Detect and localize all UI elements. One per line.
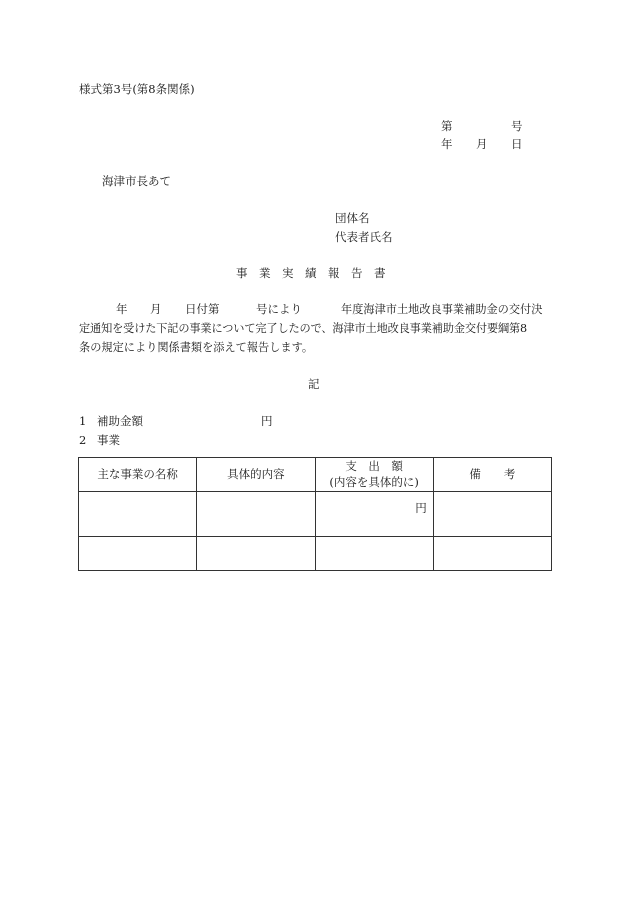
cell-name[interactable]: [79, 537, 197, 571]
date-month: 月: [476, 137, 488, 151]
table-row: [79, 537, 552, 571]
title-char: 事: [236, 266, 248, 280]
body-number: 号により: [256, 302, 302, 316]
applicant-org-label: 団体名: [335, 211, 370, 225]
header-expense: [315, 458, 433, 492]
cell-content[interactable]: [197, 537, 315, 571]
body-line3: 条の規定により関係書類を添えて報告します。: [79, 341, 314, 354]
header-content: 具体的内容: [197, 458, 315, 492]
title-char: 績: [305, 266, 317, 280]
body-day: 日付第: [185, 302, 220, 316]
addressee: 海津市長あて: [102, 174, 171, 188]
table-header-row: [79, 458, 552, 492]
date-day: 日: [511, 137, 523, 151]
title-char: 実: [282, 266, 294, 280]
item2-label: 事業: [97, 433, 120, 447]
title-char: 報: [328, 266, 340, 280]
cell-remarks[interactable]: [433, 537, 551, 571]
body-line1-rest: 年度海津市土地改良事業補助金の交付決: [341, 303, 543, 316]
ki-label: 記: [308, 377, 320, 391]
cell-name[interactable]: [79, 492, 197, 537]
body-line2: 定通知を受けた下記の事業について完了したので、海津市土地改良事業補助金交付要綱第8: [79, 322, 528, 335]
business-table: [78, 457, 552, 571]
body-month: 月: [150, 302, 162, 316]
doc-number-suffix: 号: [511, 119, 523, 133]
title-char: 業: [259, 266, 271, 280]
date-year: 年: [441, 137, 453, 151]
header-expense-line1: 支 出 額: [345, 458, 403, 473]
item1-label: 補助金額: [97, 414, 143, 428]
item1-unit: 円: [261, 414, 273, 428]
body-year: 年: [116, 302, 128, 316]
applicant-rep-label: 代表者氏名: [335, 230, 393, 244]
header-expense-line2: (内容を具体的に): [329, 474, 419, 489]
title-char: 書: [374, 266, 386, 280]
table-row: [79, 492, 552, 537]
yen-unit: 円: [415, 501, 427, 515]
title-char: 告: [351, 266, 363, 280]
header-remarks: 備 考: [433, 458, 551, 492]
cell-expense[interactable]: [315, 492, 433, 537]
item1-number: 1: [79, 414, 87, 428]
cell-content[interactable]: [197, 492, 315, 537]
cell-expense[interactable]: [315, 537, 433, 571]
header-name: 主な事業の名称: [79, 458, 197, 492]
cell-remarks[interactable]: [433, 492, 551, 537]
form-label: 様式第3号(第8条関係): [79, 82, 195, 96]
document-title: [236, 268, 386, 280]
doc-number-prefix: 第: [441, 119, 453, 133]
body-paragraph: [79, 304, 554, 364]
item2-number: 2: [79, 433, 87, 447]
